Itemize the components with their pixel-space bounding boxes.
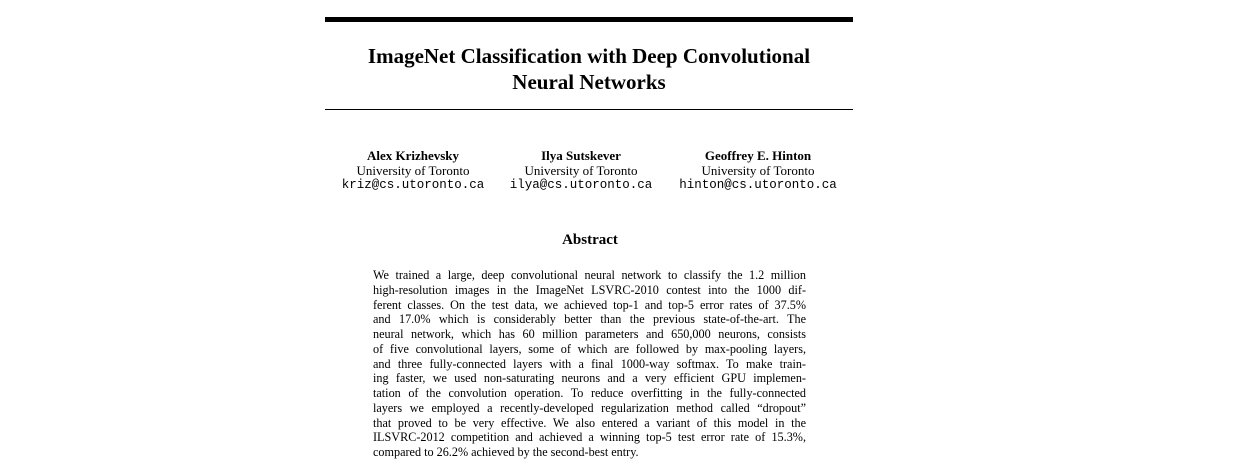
author-affiliation: University of Toronto [701,163,815,178]
author-name: Geoffrey E. Hinton [704,148,812,163]
paper-title-line: Neural Networks [512,70,666,94]
author-name: Ilya Sutskever [541,148,621,163]
author-affiliation: University of Toronto [524,163,638,178]
author-affiliation: University of Toronto [356,163,470,178]
abstract-line: high-resolution images in the ImageNet LSVRC-2010 contest into the 1000 dif- [373,282,806,297]
abstract-line: and 17.0% which is considerably better than the previous state-of-the-art. The [373,312,806,327]
title-bottom-rule [325,109,853,110]
abstract-line: and three fully-connected layers with a final 1000-way softmax. To make train- [373,356,806,371]
abstract-line: tation of the convolution operation. To reduce overfitting in the fully-connected [373,386,806,400]
abstract-heading: Abstract [562,232,618,248]
abstract-body [373,268,806,460]
abstract-line: neural network, which has 60 million parameters and 650,000 neurons, consists [373,327,806,341]
abstract-line: ferent classes. On the test data, we achieved top-1 and top-5 error rates of 37.5% [373,297,806,312]
abstract-line: ILSVRC-2012 competition and achieved a winning top-5 test error rate of 15.3%, [373,430,806,445]
abstract-line: layers we employed a recently-developed regularization method called “dropout” [373,400,806,415]
author-block [330,148,496,193]
author-email: kriz@cs.utoronto.ca [341,178,485,192]
author-name: Alex Krizhevsky [366,148,460,163]
abstract-line: compared to 26.2% achieved by the second-best entry. [373,445,639,459]
paper-title-line: ImageNet Classification with Deep Convolutional [367,44,811,68]
author-block [668,148,848,193]
author-block [498,148,664,193]
abstract-line: that proved to be very effective. We also entered a variant of this model in the [373,415,806,430]
abstract-line: We trained a large, deep convolutional neural network to classify the 1.2 million [373,268,806,282]
paper-title [325,43,853,95]
author-email: ilya@cs.utoronto.ca [509,178,653,192]
title-top-rule [325,17,853,22]
abstract-line: ing faster, we used non-saturating neurons and a very efficient GPU implemen- [373,371,806,386]
author-email: hinton@cs.utoronto.ca [679,178,837,192]
abstract-line: of five convolutional layers, some of which are followed by max-pooling layers, [373,341,806,356]
